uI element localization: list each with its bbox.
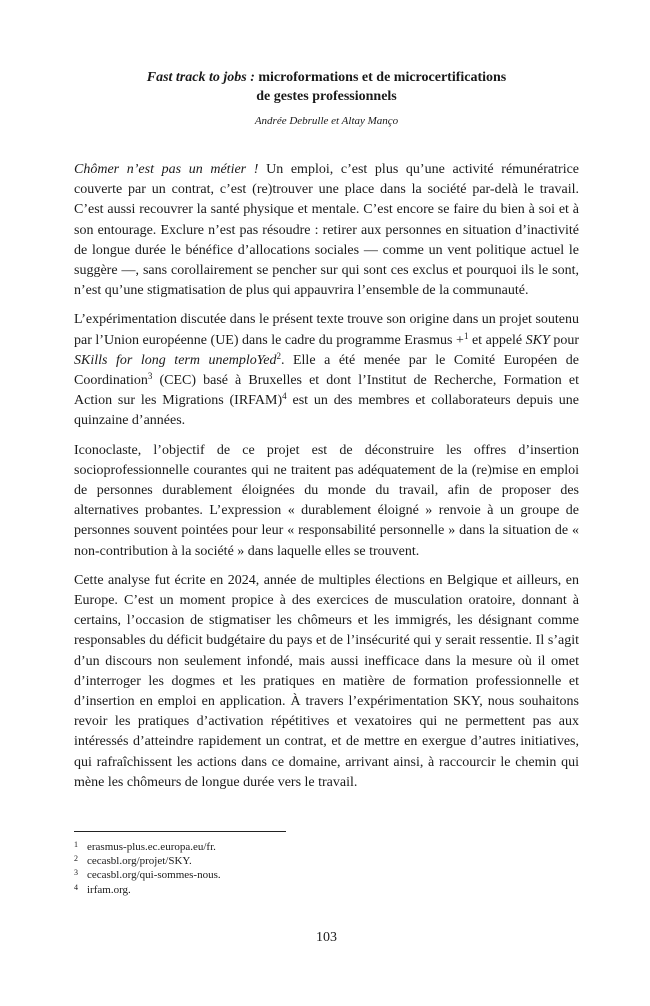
footnote [74, 868, 579, 882]
paragraph-3: Iconoclaste, l’objectif de ce projet est de déconstruire les offres d’insertion socioprofessionnelle courantes qui ne traitent pas adéquatement de la (re)mise en emploi de personnes durablement éloignées du monde du travail, afin de proposer des alternatives probantes. L’expression « durablement éloigné » renvoie à un groupe de personnes souvent pointées pour leur « responsabilité personnelle » dans la situation de « non-contribution à la société » dans laquelle elles se trouvent. [74, 442, 579, 559]
paragraph-2-part: pour [549, 332, 579, 348]
paragraph-2 [74, 310, 579, 431]
footnote-ref-1: 1 [463, 330, 469, 341]
footnote [74, 854, 579, 868]
paragraph-1-text: Un emploi, c’est plus qu’une activité rémunératrice couverte par un contrat, c’est (re)trouver une place dans la société par-delà le travail. C’est aussi recouvrer la santé physique et mentale. C’est encore se faire du bien à soi et à son entourage. Exclure n’est pas résoudre : retirer aux personnes en situation d’inactivité de longue durée le bénéfice d’allocations sociales — comme un vent politique actuel le suggère —, sans corollairement se pencher sur qui sont ces exclus et pourquoi ils le sont, n’est qu’une stigmatisation de plus qui appauvrira l’ensemble de la communauté. [74, 162, 580, 299]
footnote-ref-4: 4 [282, 391, 287, 402]
title-line-1 [74, 68, 579, 87]
title-italic-part: Fast track to jobs : [146, 70, 255, 85]
paragraph-2-part: (CEC) basé à Bruxelles et dont l’Institut de Recherche, Formation et Action sur les Migrations (IRFAM) [74, 373, 579, 409]
paragraph-2-part: est un des membres et collaborateurs depuis une quinzaine d’années. [74, 393, 579, 429]
paragraph-1 [74, 160, 579, 301]
title-line-1-rest: microformations et de microcertifications [254, 70, 507, 85]
footnote-ref-2: 2 [276, 350, 281, 361]
paragraph-2-part: L’expérimentation discutée dans le présent texte trouve son origine dans un projet soutenu par l’Union européenne (UE) dans le cadre du programme Erasmus + [74, 312, 579, 348]
footnote-separator [74, 831, 286, 832]
footnote-number: 2 [74, 854, 78, 864]
document-page [74, 0, 579, 1006]
footnote-ref-3: 3 [147, 371, 153, 382]
footnote-number: 3 [74, 868, 78, 878]
paragraph-2-part: . Elle a été menée par le Comité Européen de Coordination [74, 352, 579, 389]
footnote-text: erasmus-plus.ec.europa.eu/fr. [87, 841, 216, 853]
footnote-text: irfam.org. [87, 883, 131, 896]
footnote-number: 4 [74, 882, 78, 892]
authors: Andrée Debrulle et Altay Manço [254, 115, 399, 127]
footnote-text: cecasbl.org/qui-sommes-nous. [87, 869, 221, 882]
footnote [74, 883, 579, 897]
paragraph-2-part: et appelé [468, 332, 526, 348]
sky-expansion: SKills for long term unemploYed [74, 352, 277, 368]
footnote-number: 1 [74, 840, 78, 849]
page-number: 103 [316, 930, 337, 945]
title-line-2: de gestes professionnels [256, 89, 397, 104]
footnote [74, 840, 579, 854]
footnote-text: cecasbl.org/projet/SKY. [87, 855, 192, 868]
paragraph-1-lead: Chômer n’est pas un métier ! [74, 162, 259, 177]
paragraph-4: Cette analyse fut écrite en 2024, année de multiples élections en Belgique et ailleurs, en Europe. C’est un moment propice à des exercices de musculation oratoire, donnant à certains, l’occasion de stigmatiser les chômeurs et les immigrés, les désignant comme responsables du déficit budgétaire du pays et de l’insécurité qui y serait ressentie. Il s’agit d’un discours non seulement infondé, mais aussi inefficace dans la mesure où il omet d’interroger les dogmes et les pratiques en matière de formation professionnelle et d’insertion en emploi en application. À travers l’expérimentation SKY, nous souhaitons revoir les pratiques d’activation répétitives et vexatoires qui ne permettent pas aux intéressés d’atteindre rapidement un contrat, et de mettre en exergue d’autres initiatives, qui rafraîchissent les actions dans ce domaine, arrivant ainsi, à raccourcir le chemin qui mène les chômeurs de longue durée vers le travail. [74, 572, 579, 790]
body-text [74, 160, 579, 802]
chapter-title [74, 68, 579, 106]
footnotes [74, 840, 579, 897]
sky-acronym: SKY [525, 332, 550, 348]
